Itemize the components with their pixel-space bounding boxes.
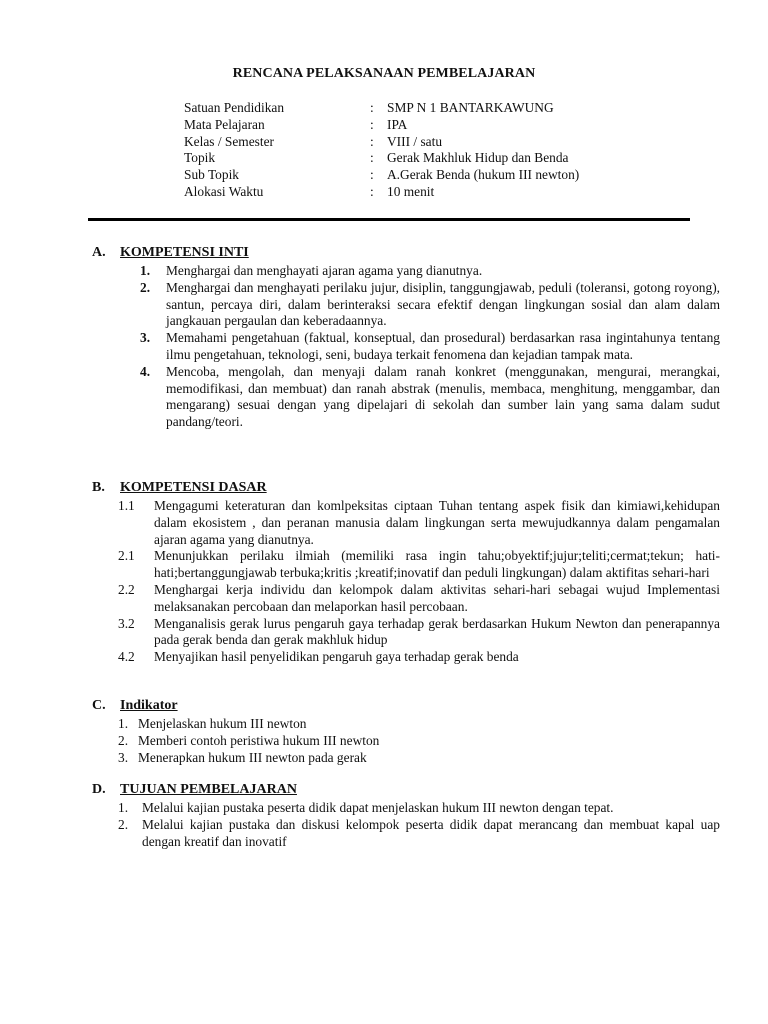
identity-row-kelas: [184, 134, 644, 151]
item-text: Menghargai dan menghayati perilaku jujur, disiplin, tanggungjawab, peduli (toleransi, gotong royong), santun, percaya diri, dalam berinteraksi secara efektif dengan lingkungan sosial dan alam dalam jangkauan pergaulan dan keberadaannya.: [166, 279, 720, 329]
item-number: 2.: [140, 279, 151, 295]
item-text: Menyajikan hasil penyelidikan pengaruh gaya terhadap gerak benda: [154, 649, 519, 665]
list-item: [92, 263, 720, 280]
list-item: [92, 616, 720, 650]
item-text: Memberi contoh peristiwa hukum III newton: [138, 732, 380, 748]
identity-label: Sub Topik: [184, 167, 239, 183]
identity-value: Gerak Makhluk Hidup dan Benda: [387, 150, 569, 166]
item-text: Menerapkan hukum III newton pada gerak: [138, 749, 367, 765]
item-text: Menunjukkan perilaku ilmiah (memiliki rasa ingin tahu;obyektif;jujur;teliti;cermat;tekun; hati-hati;bertanggungjawab terbuka;kritis ;kreatif;inovatif dan peduli lingkungan) dalam aktifitas sehari-hari: [154, 548, 720, 581]
item-number: 4.: [140, 363, 151, 379]
item-number: 3.: [118, 749, 129, 765]
item-number: 2.: [118, 732, 129, 748]
item-number: 1.: [118, 800, 129, 815]
identity-value: 10 menit: [387, 183, 435, 199]
item-text: Melalui kajian pustaka peserta didik dapat menjelaskan hukum III newton dengan tepat.: [142, 800, 614, 815]
list-item: [92, 582, 720, 616]
item-number: 3.: [140, 330, 151, 346]
section-heading: [92, 245, 720, 263]
identity-label: Satuan Pendidikan: [184, 100, 285, 115]
identity-value: A.Gerak Benda (hukum III newton): [387, 167, 580, 183]
section-tujuan-pembelajaran: [92, 782, 720, 850]
list-item: [92, 733, 720, 750]
identity-value: SMP N 1 BANTARKAWUNG: [387, 100, 554, 115]
list-item: [92, 280, 720, 330]
list-item: [92, 330, 720, 364]
identity-label: Kelas / Semester: [184, 133, 274, 149]
item-number: 3.2: [118, 615, 135, 631]
section-heading: [92, 480, 720, 498]
identity-colon: :: [370, 167, 374, 183]
identity-row-topik: [184, 150, 644, 167]
section-title: Indikator: [120, 698, 178, 713]
list-item: [92, 364, 720, 431]
section-kompetensi-inti: [92, 245, 720, 431]
item-text: Menjelaskan hukum III newton: [138, 716, 307, 731]
document-title: RENCANA PELAKSANAAN PEMBELAJARAN: [232, 66, 536, 81]
identity-row-mapel: [184, 117, 644, 134]
identity-label: Topik: [184, 150, 216, 166]
list-item: [92, 548, 720, 582]
section-heading: [92, 698, 720, 716]
item-text: Menganalisis gerak lurus pengaruh gaya terhadap gerak berdasarkan Hukum Newton dan penerapannya pada gerak benda dan gerak makhluk hidup: [154, 615, 720, 648]
identity-value: VIII / satu: [387, 133, 443, 149]
identity-colon: :: [370, 100, 374, 115]
identity-value: IPA: [387, 116, 408, 132]
section-title: KOMPETENSI INTI: [120, 245, 249, 260]
section-letter: A.: [92, 245, 106, 260]
list-item: [92, 649, 720, 666]
section-kompetensi-dasar: [92, 480, 720, 666]
section-letter: B.: [92, 480, 105, 495]
section-letter: C.: [92, 698, 106, 713]
item-text: Memahami pengetahuan (faktual, konseptual, dan prosedural) berdasarkan rasa ingintahunya tentang ilmu pengetahuan, teknologi, seni, budaya terkait fenomena dan kejadian tampak mata.: [166, 330, 720, 362]
section-letter: D.: [92, 782, 106, 797]
identity-row-satuan: [184, 100, 644, 117]
list-item: [92, 498, 720, 548]
list-item: [92, 817, 720, 851]
identity-label: Mata Pelajaran: [184, 116, 265, 132]
item-number: 2.2: [118, 581, 135, 597]
list-item: [92, 716, 720, 733]
identity-row-subtopik: [184, 167, 644, 184]
identity-table: [184, 100, 644, 201]
list-item: [92, 800, 720, 817]
item-number: 1.1: [118, 498, 135, 513]
identity-colon: :: [370, 133, 374, 149]
item-number: 1.: [140, 263, 151, 278]
section-indikator: [92, 698, 720, 766]
item-number: 2.1: [118, 548, 135, 564]
item-text: Melalui kajian pustaka dan diskusi kelompok peserta didik dapat merancang dan membuat kapal uap dengan kreatif dan inovatif: [142, 816, 720, 849]
item-text: Mencoba, mengolah, dan menyaji dalam ranah konkret (menggunakan, mengurai, merangkai, memodifikasi, dan membuat) dan ranah abstrak (menulis, membaca, menghitung, menggambar, dan mengarang) sesuai dengan yang dipelajari di sekolah dan sumber lain yang sama dalam sudut pandang/teori.: [166, 363, 720, 430]
identity-colon: :: [370, 116, 374, 132]
identity-colon: :: [370, 183, 374, 199]
item-text: Mengagumi keteraturan dan komlpeksitas ciptaan Tuhan tentang aspek fisik dan kimiawi,kehidupan dalam ekosistem , dan peranan manusia dalam lingkungan serta mewujudkannya dalam pengamalan ajaran agama yang dianutnya.: [154, 498, 720, 547]
identity-row-alokasi: [184, 184, 644, 201]
identity-colon: :: [370, 150, 374, 166]
header-divider: [88, 218, 690, 221]
item-text: Menghargai dan menghayati ajaran agama yang dianutnya.: [166, 263, 483, 278]
item-text: Menghargai kerja individu dan kelompok dalam aktivitas sehari-hari sebagai wujud Implementasi melaksanakan percobaan dan melaporkan hasil percobaan.: [154, 581, 720, 614]
item-number: 1.: [118, 716, 129, 731]
section-title: TUJUAN PEMBELAJARAN: [120, 782, 297, 797]
section-title: KOMPETENSI DASAR: [120, 480, 267, 495]
item-number: 4.2: [118, 649, 135, 665]
item-number: 2.: [118, 816, 129, 832]
identity-label: Alokasi Waktu: [184, 183, 264, 199]
list-item: [92, 750, 720, 767]
section-heading: [92, 782, 720, 800]
